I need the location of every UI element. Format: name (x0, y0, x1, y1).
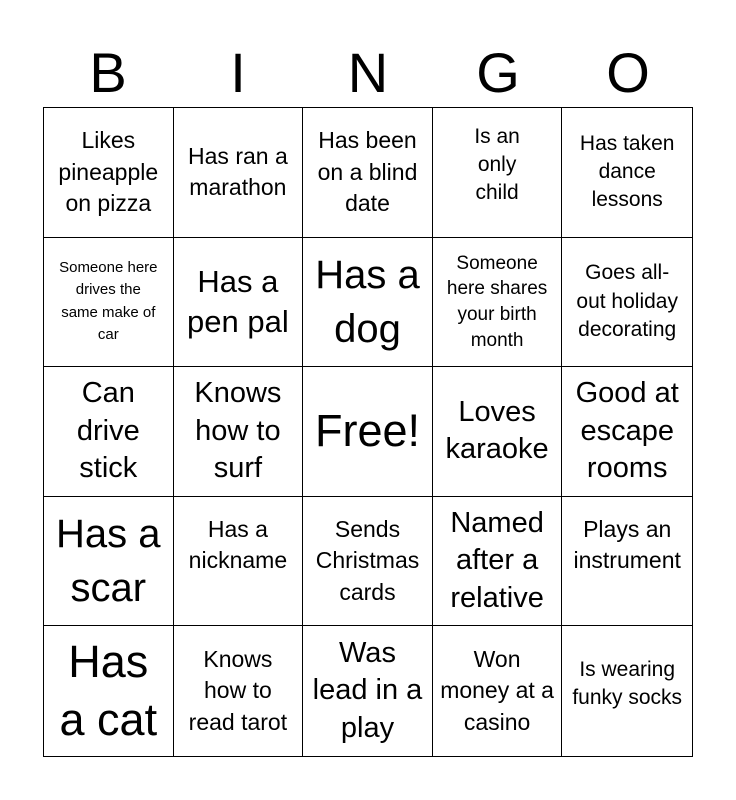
header-letter-b: B (89, 41, 127, 104)
bingo-cell-text: Someone here drives the same make of car (59, 258, 158, 344)
bingo-cell[interactable] (174, 626, 304, 756)
free-space[interactable] (303, 367, 433, 497)
bingo-board (43, 107, 693, 757)
bingo-cell[interactable] (303, 497, 433, 627)
bingo-cell[interactable] (433, 497, 563, 627)
bingo-cell[interactable] (433, 108, 563, 238)
bingo-cell-text: Was lead in a play (312, 636, 423, 745)
header-letter-o: O (606, 41, 650, 104)
bingo-cell[interactable] (44, 238, 174, 368)
bingo-cell-text: Has a dog (315, 252, 420, 351)
bingo-cell[interactable] (303, 238, 433, 368)
bingo-cell-text: Named after a relative (450, 506, 544, 614)
bingo-cell[interactable] (303, 108, 433, 238)
header-letter-i: I (230, 41, 246, 104)
bingo-cell[interactable] (174, 108, 304, 238)
bingo-cell-text: Has a scar (56, 512, 161, 611)
bingo-cell[interactable] (174, 367, 304, 497)
bingo-cell-text: Goes all-out holiday decorating (576, 261, 678, 342)
bingo-cell[interactable] (174, 238, 304, 368)
bingo-cell-text: Likes pineapple on pizza (58, 127, 159, 217)
bingo-cell[interactable] (44, 626, 174, 756)
bingo-cell[interactable] (44, 108, 174, 238)
header-letter-n: N (347, 41, 389, 104)
bingo-cell[interactable] (562, 108, 692, 238)
bingo-cell-text: Loves karaoke (445, 395, 549, 466)
bingo-cell[interactable] (433, 367, 563, 497)
bingo-cell[interactable] (562, 238, 692, 368)
bingo-cell-text: Can drive stick (76, 376, 140, 485)
bingo-cell-text: Knows how to read tarot (188, 645, 288, 735)
bingo-cell-text: Has ran a marathon (188, 142, 288, 201)
bingo-cell-text: Has been on a blind date (317, 127, 418, 217)
bingo-cell[interactable] (433, 626, 563, 756)
header-letter-g: G (476, 41, 520, 104)
bingo-cell[interactable] (44, 367, 174, 497)
bingo-cell-text: Plays an instrument (573, 515, 681, 574)
bingo-cell-text: Someone here shares your birth month (446, 252, 548, 351)
free-space-text: Free! (314, 405, 420, 457)
bingo-cell-text: Won money at a casino (440, 645, 554, 735)
bingo-cell-text: Has a nickname (188, 515, 288, 574)
bingo-cell-text: Knows how to surf (194, 376, 282, 485)
bingo-cell[interactable] (303, 626, 433, 756)
bingo-cell-text: Has a pen pal (187, 263, 289, 339)
bingo-cell-text: Has taken dance lessons (579, 131, 675, 212)
bingo-cell[interactable] (433, 238, 563, 368)
bingo-cell[interactable] (44, 497, 174, 627)
bingo-cell-text: Good at escape rooms (575, 376, 679, 485)
bingo-cell[interactable] (562, 497, 692, 627)
bingo-header (43, 40, 693, 106)
bingo-cell[interactable] (174, 497, 304, 627)
bingo-cell-text: Has a cat (59, 635, 158, 746)
bingo-cell-text: Sends Christmas cards (315, 515, 420, 605)
bingo-cell[interactable] (562, 626, 692, 756)
bingo-cell-text: Is wearing funky socks (572, 657, 683, 710)
bingo-cell-text: Is an only child (474, 124, 520, 205)
bingo-cell[interactable] (562, 367, 692, 497)
